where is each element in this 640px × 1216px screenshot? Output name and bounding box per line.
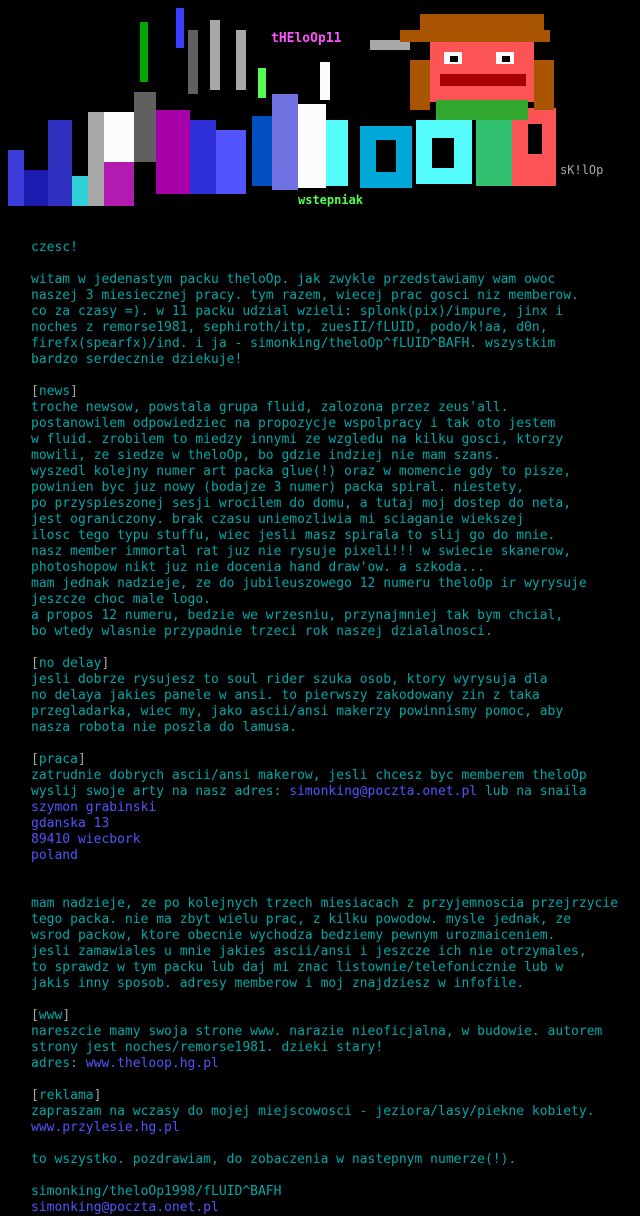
text-line: ilosc tego typu stuffu, wiec jesli masz spirala to slij go do mnie.	[31, 528, 556, 543]
text-line: strony jest noches/remorse1981. dzieki stary!	[31, 1040, 384, 1055]
intro-paragraph	[31, 272, 635, 368]
signature-email-link[interactable]: simonking@poczta.onet.pl	[31, 1200, 219, 1215]
text-line: zapraszam na wczasy do mojej miejscowosci - jeziora/lasy/piekne kobiety.	[31, 1104, 595, 1119]
text-line: naszej 3 miesiecznej pracy. tym razem, wiecej prac gosci niz memberow.	[31, 288, 579, 303]
nfo-text-body	[31, 240, 635, 1216]
text-line	[31, 784, 635, 800]
outro-section	[31, 896, 635, 992]
text-line: no delaya jakies panele w ansi. to pierwszy zakodowany zin z taka	[31, 688, 540, 703]
address-country: poland	[31, 848, 78, 863]
text-line	[31, 1056, 635, 1072]
text-fragment: wyslij swoje arty na nasz adres:	[31, 784, 290, 799]
text-line: tego packa. nie ma zbyt wielu prac, z kilku powodow. mysle jednak, ze	[31, 912, 572, 927]
text-line: mam jednak nadzieje, ze do jubileuszowego 12 numeru theloOp ir wyrysuje	[31, 576, 587, 591]
text-line: a propos 12 numeru, bedzie we wrzesniu, przynajmniej tak bym chcial,	[31, 608, 564, 623]
text-line: photoshopow nikt juz nie docenia hand draw'ow. a szkoda...	[31, 560, 485, 575]
address-street: gdanska 13	[31, 816, 110, 831]
text-line: nasza robota nie poszla do lamusa.	[31, 720, 298, 735]
reklama-section	[31, 1088, 635, 1136]
text-line: zatrudnie dobrych ascii/ansi makerow, jesli chcesz byc memberem theloOp	[31, 768, 587, 783]
email-link[interactable]: simonking@poczta.onet.pl	[289, 784, 478, 799]
artist-tag-label: sK!lOp	[560, 163, 604, 177]
section-heading-no-delay: [no delay]	[31, 656, 110, 671]
text-line: to sprawdz w tym packu lub daj mi znac listownie/telefonicznie lub w	[31, 960, 564, 975]
character-portrait	[400, 14, 554, 120]
text-line: postanowilem odpowiedziec na propozycje wspolpracy i tak oto jestem	[31, 416, 556, 431]
crew-name-label: tHEloOp11	[271, 31, 342, 46]
text-line: jesli dobrze rysujesz to soul rider szuka osob, ktory wyrysuja dla	[31, 672, 548, 687]
section-heading-www: [www]	[31, 1008, 71, 1023]
no-delay-section	[31, 656, 635, 736]
text-line: jesli zamawiales u mnie jakies ascii/ansi i jeszcze ich nie otrzymales,	[31, 944, 587, 959]
text-line: wyszedl kolejny numer art packa glue(!) oraz w momencie gdy to pisze,	[31, 464, 572, 479]
text-line: jakis inny sposob. adresy memberow i moj znajdziesz w infofile.	[31, 976, 525, 991]
text-line: jeszcze choc male logo.	[31, 592, 212, 607]
no-delay-lines	[31, 672, 635, 736]
text-line: wsrod packow, ktore obecnie wychodza bedziemy pewnym urozmaiceniem.	[31, 928, 556, 943]
closing-line: to wszystko. pozdrawiam, do zobaczenia w nastepnym numerze(!).	[31, 1152, 517, 1167]
news-section	[31, 384, 635, 640]
text-line: co za czasy =). w 11 packu udzial wzieli: splonk(pix)/impure, jinx i	[31, 304, 564, 319]
text-line: przegladarka, wiec my, jako ascii/ansi makerzy powinnismy pomoc, aby	[31, 704, 564, 719]
text-line: bo wtedy wlasnie przypadnie trzeci rok naszej dzialalnosci.	[31, 624, 493, 639]
section-heading-praca: [praca]	[31, 752, 86, 767]
www-section	[31, 1008, 635, 1072]
text-fragment: adres:	[31, 1056, 86, 1071]
news-lines	[31, 400, 635, 640]
text-line: w fluid. zrobilem to miedzy innymi ze wzgledu na kilku gosci, ktorzy	[31, 432, 564, 447]
text-line: troche newsow, powstala grupa fluid, zalozona przez zeus'all.	[31, 400, 509, 415]
text-line: mowili, ze siedze w theloOp, bo gdzie indziej nie mam szans.	[31, 448, 501, 463]
text-line: jest ograniczony. brak czasu uniemozliwia mi sciaganie wiekszej	[31, 512, 525, 527]
text-line: mam nadzieje, ze po kolejnych trzech miesiacach z przyjemnoscia przejrzycie	[31, 896, 618, 911]
text-line: powinien byc juz nowy (bodajze 3 numer) packa spiral. niestety,	[31, 480, 525, 495]
text-line: firefx(spearfx)/ind. i ja - simonking/theloOp^fLUID^BAFH. wszystkim	[31, 336, 556, 351]
outro-lines	[31, 896, 635, 992]
text-line: nareszcie mamy swoja strone www. narazie nieoficjalna, w budowie. autorem	[31, 1024, 603, 1039]
website-link[interactable]: www.theloop.hg.pl	[85, 1056, 219, 1071]
section-heading-reklama: [reklama]	[31, 1088, 102, 1103]
text-line: noches z remorse1981, sephiroth/itp, zuesII/fLUID, podo/k!aa, d0n,	[31, 320, 548, 335]
address-name: szymon grabinski	[31, 800, 157, 815]
text-line: bardzo serdecznie dziekuje!	[31, 352, 243, 367]
text-fragment: lub na snaila	[477, 784, 587, 799]
section-title: wstepniak	[298, 193, 364, 207]
ad-website-link[interactable]: www.przylesie.hg.pl	[31, 1120, 180, 1135]
section-heading-news: [news]	[31, 384, 78, 399]
praca-section	[31, 752, 635, 864]
ansi-header	[0, 0, 640, 220]
address-city: 89410 wiecbork	[31, 832, 141, 847]
greeting-line: czesc!	[31, 240, 78, 255]
text-line: witam w jedenastym packu theloOp. jak zwykle przedstawiamy wam owoc	[31, 272, 556, 287]
text-line: nasz member immortal rat juz nie rysuje pixeli!!! w swiecie skanerow,	[31, 544, 572, 559]
text-line: po przyspieszonej sesji wrocilem do domu, a tutaj moj dostep do neta,	[31, 496, 572, 511]
signature: simonking/theloOp1998/fLUID^BAFH	[31, 1184, 282, 1199]
